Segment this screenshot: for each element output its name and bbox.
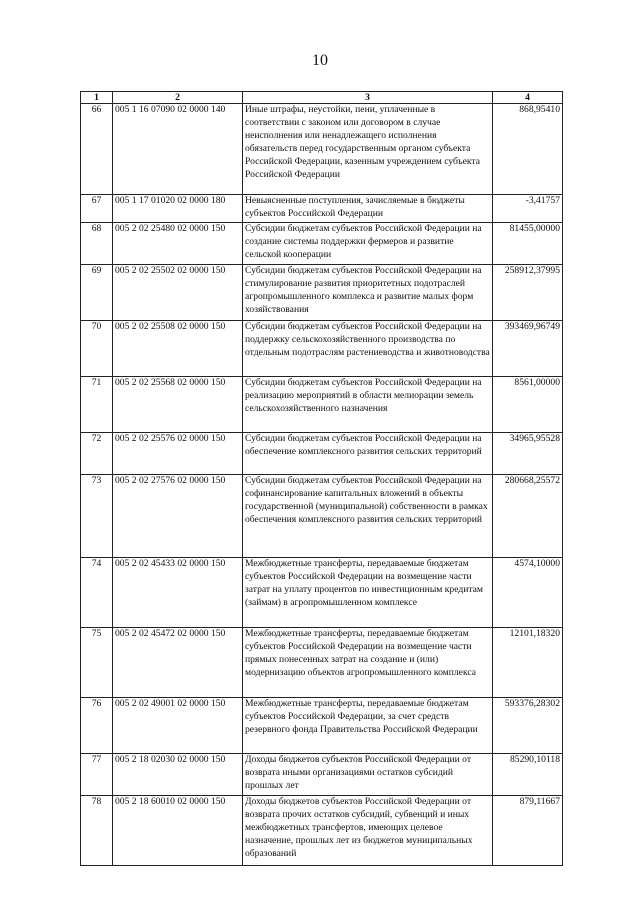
table-row (81, 223, 563, 265)
table-row (81, 475, 563, 558)
row-number: 75 (81, 628, 113, 698)
row-code: 005 2 18 02030 02 0000 150 (113, 754, 243, 796)
row-amount: 12101,18320 (493, 628, 563, 698)
row-number: 71 (81, 377, 113, 433)
row-code: 005 1 17 01020 02 0000 180 (113, 195, 243, 223)
row-code: 005 2 02 25508 02 0000 150 (113, 321, 243, 377)
row-code: 005 2 02 25576 02 0000 150 (113, 433, 243, 475)
row-amount: 393469,96749 (493, 321, 563, 377)
row-code: 005 2 02 45472 02 0000 150 (113, 628, 243, 698)
table-row (81, 754, 563, 796)
header-col-3: 3 (243, 92, 493, 104)
table-row (81, 321, 563, 377)
row-amount: 593376,28302 (493, 698, 563, 754)
row-name: Иные штрафы, неустойки, пени, уплаченные в соответствии с законом или договором в случае неисполнения или ненадлежащего исполнения обязательств перед государственным органом субъекта Российской Федерации, казенным учреждением субъекта Российской Федерации (243, 104, 493, 195)
table-row (81, 104, 563, 195)
row-name: Субсидии бюджетам субъектов Российской Федерации на софинансирование капитальных вложений в объекты государственной (муниципальной) собственности в рамках обеспечения комплексного развития сельских территорий (243, 475, 493, 558)
table-row (81, 796, 563, 866)
row-number: 78 (81, 796, 113, 866)
row-number: 69 (81, 265, 113, 321)
row-number: 67 (81, 195, 113, 223)
row-name: Субсидии бюджетам субъектов Российской Федерации на создание системы поддержки фермеров и развитие сельской кооперации (243, 223, 493, 265)
row-number: 72 (81, 433, 113, 475)
table-row (81, 558, 563, 628)
table-body (81, 104, 563, 866)
row-name: Доходы бюджетов субъектов Российской Федерации от возврата иными организациями остатков субсидий прошлых лет (243, 754, 493, 796)
row-code: 005 2 02 25568 02 0000 150 (113, 377, 243, 433)
row-amount: 34965,95528 (493, 433, 563, 475)
table-row (81, 628, 563, 698)
row-code: 005 2 02 25502 02 0000 150 (113, 265, 243, 321)
revenue-table (80, 91, 563, 866)
table-row (81, 265, 563, 321)
row-code: 005 1 16 07090 02 0000 140 (113, 104, 243, 195)
row-name: Межбюджетные трансферты, передаваемые бюджетам субъектов Российской Федерации на возмещение части прямых понесенных затрат на создание и (или) модернизацию объектов агропромышленного комплекса (243, 628, 493, 698)
row-code: 005 2 02 27576 02 0000 150 (113, 475, 243, 558)
row-amount: 280668,25572 (493, 475, 563, 558)
row-amount: 258912,37995 (493, 265, 563, 321)
table-row (81, 698, 563, 754)
page-number: 10 (312, 52, 328, 69)
row-code: 005 2 18 60010 02 0000 150 (113, 796, 243, 866)
row-name: Межбюджетные трансферты, передаваемые бюджетам субъектов Российской Федерации на возмещение части затрат на уплату процентов по инвестиционным кредитам (займам) в агропромышленном комплексе (243, 558, 493, 628)
row-amount: 868,95410 (493, 104, 563, 195)
row-amount: 8561,00000 (493, 377, 563, 433)
row-name: Доходы бюджетов субъектов Российской Федерации от возврата прочих остатков субсидий, субвенций и иных межбюджетных трансфертов, имеющих целевое назначение, прошлых лет из бюджетов муниципальных образований (243, 796, 493, 866)
row-number: 76 (81, 698, 113, 754)
row-amount: 879,11667 (493, 796, 563, 866)
row-amount: 85290,10118 (493, 754, 563, 796)
row-code: 005 2 02 45433 02 0000 150 (113, 558, 243, 628)
row-name: Невыясненные поступления, зачисляемые в бюджеты субъектов Российской Федерации (243, 195, 493, 223)
row-amount: 81455,00000 (493, 223, 563, 265)
table-row (81, 377, 563, 433)
row-number: 68 (81, 223, 113, 265)
table-row (81, 195, 563, 223)
row-amount: 4574,10000 (493, 558, 563, 628)
row-number: 73 (81, 475, 113, 558)
row-code: 005 2 02 25480 02 0000 150 (113, 223, 243, 265)
row-code: 005 2 02 49001 02 0000 150 (113, 698, 243, 754)
row-amount: -3,41757 (493, 195, 563, 223)
row-name: Межбюджетные трансферты, передаваемые бюджетам субъектов Российской Федерации, за счет средств резервного фонда Правительства Российской Федерации (243, 698, 493, 754)
table-row (81, 433, 563, 475)
table-header-row (81, 92, 563, 104)
header-col-2: 2 (113, 92, 243, 104)
row-number: 66 (81, 104, 113, 195)
row-name: Субсидии бюджетам субъектов Российской Федерации на обеспечение комплексного развития сельских территорий (243, 433, 493, 475)
row-number: 74 (81, 558, 113, 628)
header-col-1: 1 (81, 92, 113, 104)
row-number: 70 (81, 321, 113, 377)
row-number: 77 (81, 754, 113, 796)
header-col-4: 4 (493, 92, 563, 104)
row-name: Субсидии бюджетам субъектов Российской Федерации на реализацию мероприятий в области мелиорации земель сельскохозяйственного назначения (243, 377, 493, 433)
row-name: Субсидии бюджетам субъектов Российской Федерации на стимулирование развития приоритетных подотраслей агропромышленного комплекса и развитие малых форм хозяйствования (243, 265, 493, 321)
row-name: Субсидии бюджетам субъектов Российской Федерации на поддержку сельскохозяйственного производства по отдельным подотраслям растениеводства и животноводства (243, 321, 493, 377)
